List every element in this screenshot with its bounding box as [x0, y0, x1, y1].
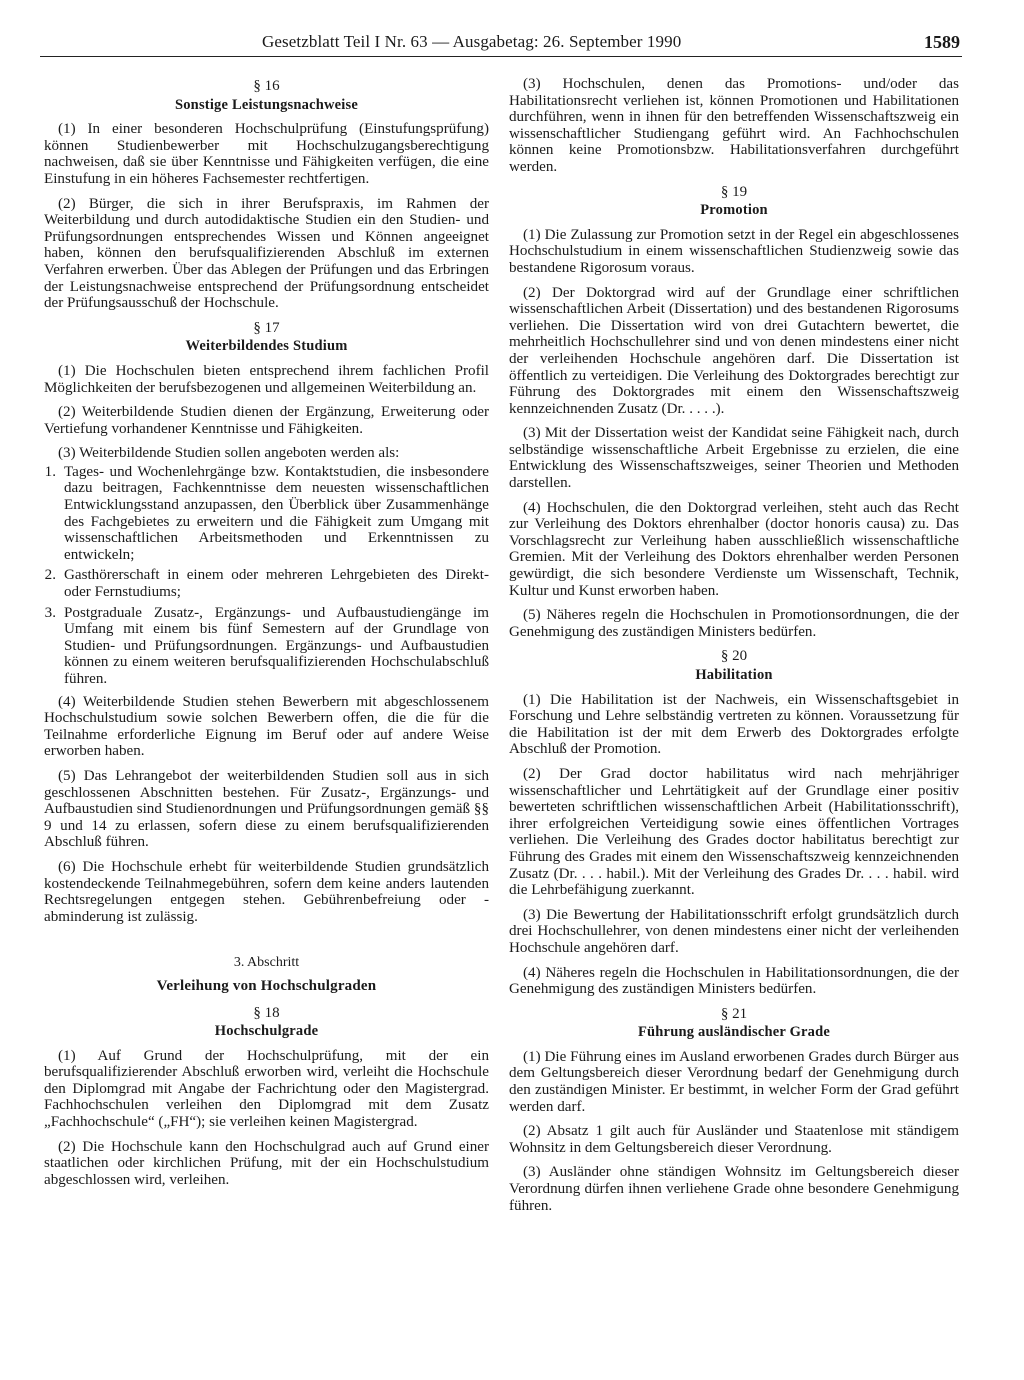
section-18-title: Hochschulgrade [214, 1023, 319, 1040]
section-19-number: § 19 [720, 183, 748, 200]
section-21-paragraph-3: (3) Ausländer ohne ständigen Wohnsitz im Geltungsbereich dieser Verordnung dürfen ihnen verliehene Grade ohne besondere Genehmigung führen. [509, 1164, 959, 1214]
list-item-text: Tages- und Wochenlehrgänge bzw. Kontaktstudien, die insbesondere dazu beitragen, Fachkenntnisse dem neuesten wissenschaftlichen Entwicklungsstand anzupassen, den Überblick über Zusammenhänge des Fachgebietes zu erweitern und die Fähigkeit zum Umgang mit wissenschaftlichen Arbeitsmethoden und Erkenntnissen zu entwickeln; [64, 463, 489, 563]
section-21-number: § 21 [720, 1005, 748, 1022]
section-18-paragraph-1: (1) Auf Grund der Hochschulprüfung, mit der ein berufsqualifizierender Abschluß erworben wird, verleiht die Hochschule den Diplomgrad mit Angabe der Fachrichtung oder den Magistergrad. Fachhochschulen verleihen den Diplomgrad mit dem Zusatz „Fachhochschule“ („FH“); sie verleihen keinen Magistergrad. [44, 1047, 489, 1131]
section-16-paragraph-2: (2) Bürger, die sich in ihrer Berufspraxis, im Rahmen der Weiterbildung und durch autodidaktische Studien ein den Studien- und Prüfungsordnungen entsprechendes Wissen und Können angeeignet haben, können den berufsqualifizierenden Abschluß im externen Verfahren erwerben. Über das Ablegen der Prüfungen und das Erbringen der Leistungsnachweise entsprechend der Prüfungsordnung entscheidet der Prüfungsausschuß der Hochschule. [44, 195, 489, 312]
section-20-number: § 20 [720, 648, 748, 665]
section-16-paragraph-1: (1) In einer besonderen Hochschulprüfung (Einstufungsprüfung) können Studienbewerber mit Hochschulzugangsberechtigung nachweisen, daß sie über Kenntnisse und Fähigkeiten verfügen, die eine Einstufung in ein höheres Fachsemester rechtfertigen. [44, 121, 489, 187]
section-17-paragraph-4: (4) Weiterbildende Studien stehen Bewerbern mit abgeschlossenem Hochschulstudium sowie solchen Bewerbern offen, die die für die Teilnahme erforderliche Eignung im Beruf oder auf andere Weise erworben haben. [44, 693, 489, 760]
section-20-paragraph-2: (2) Der Grad doctor habilitatus wird nach mehrjähriger wissenschaftlicher und Lehrtätigkeit auf der Grundlage einer positiv bewerteten schriftlichen wissenschaftlichen Arbeit (Habilitationsschrift), ihrer erfolgreichen Verteidigung sowie eines öffentlichen Vortrages verliehen. Die Verleihung des Grades doctor habilitatus berechtigt zur Führung des Grades mit einem den Wissenschaftszweig kennzeichnenden Zusatz (Dr. . . . habil.). Mit der Verleihung des Grades Dr. . . . habil. wird die Lehrbefähigung zuerkannt. [509, 765, 959, 899]
section-17-paragraph-2: (2) Weiterbildende Studien dienen der Ergänzung, Erweiterung oder Vertiefung vorhandener Kenntnisse und Fähigkeiten. [44, 404, 489, 437]
section-19-paragraph-4: (4) Hochschulen, die den Doktorgrad verleihen, steht auch das Recht zur Verleihung des Doktors ehrenhalber (doctor honoris causa) zu. Das Vorschlagsrecht zur Verleihung haben ausschließlich wissenschaftliche Gremien. Mit der Verleihung des Doktors ehrenhalber werden Personen gewürdigt, die sich besondere Verdienste um Wissenschaft, Technik, Kultur und Kunst erworben haben. [509, 499, 959, 599]
right-column [509, 76, 959, 1222]
section-19-title: Promotion [700, 202, 768, 219]
section-17-paragraph-1: (1) Die Hochschulen bieten entsprechend ihrem fachlichen Profil Möglichkeiten der berufsbezogenen und allgemeinen Weiterbildung an. [44, 362, 489, 396]
section-17-paragraph-6: (6) Die Hochschule erhebt für weiterbildende Studien grundsätzlich kostendeckende Teilnahmegebühren, sofern dem keine anders lautenden Rechtsregelungen entgegen stehen. Gebührenbefreiung oder -abminderung ist zulässig. [44, 858, 489, 925]
section-16-number: § 16 [253, 78, 280, 94]
header-title: Gesetzblatt Teil I Nr. 63 — Ausgabetag: 26. September 1990 [262, 32, 682, 51]
section-20-paragraph-3: (3) Die Bewertung der Habilitationsschrift erfolgt grundsätzlich durch drei Hochschullehrer, von denen mindestens einer nicht der verleihenden Hochschule angehören darf. [509, 906, 959, 956]
section-20-paragraph-1: (1) Die Habilitation ist der Nachweis, ein Wissenschaftsgebiet in Forschung und Lehre selbständig vertreten zu können. Voraussetzung für die Habilitation ist der mit dem Erwerb des Doktorgrades erfolgte Abschluß der Promotion. [509, 691, 959, 758]
list-item-number: 1. [44, 463, 56, 480]
list-item-text: Postgraduale Zusatz-, Ergänzungs- und Aufbaustudiengänge im Umfang mit einem bis fünf Semestern auf der Grundlage von Studien- und Prüfungsordnungen. Ergänzungs- und Aufbaustudien können zu einem weiteren berufsqualifizierenden Hochschulabschluß führen. [64, 604, 489, 687]
section-17-title: Weiterbildendes Studium [185, 338, 348, 355]
section-19-paragraph-5: (5) Näheres regeln die Hochschulen in Promotionsordnungen, die der Genehmigung des zuständigen Ministers bedürfen. [509, 607, 959, 640]
section-16-title: Sonstige Leistungsnachweise [174, 96, 359, 113]
section-21-paragraph-2: (2) Absatz 1 gilt auch für Ausländer und Staatenlose mit ständigem Wohnsitz in dem Geltungsbereich dieser Verordnung. [509, 1123, 959, 1156]
page-number: 1589 [924, 32, 960, 52]
section-21-paragraph-1: (1) Die Führung eines im Ausland erworbenen Grades durch Bürger aus dem Geltungsbereich dieser Verordnung bedarf der Genehmigung durch den zuständigen Minister. Er bestimmt, in welcher Form der Grad geführt werden darf. [509, 1048, 959, 1115]
left-column [44, 72, 489, 1196]
list-item-number: 2. [44, 567, 56, 584]
list-item [44, 605, 489, 688]
page-header [40, 30, 962, 57]
list-item-number: 3. [44, 604, 56, 621]
section-18-paragraph-3: (3) Hochschulen, denen das Promotions- und/oder das Habilitationsrecht verliehen ist, können Promotionen und Habilitationen durchführen, wenn in ihnen für den betreffenden Wissenschaftszweig ein wissenschaftlicher Studiengang geführt wird. An Fachhochschulen können keine Promotionsbzw. Habilitationsverfahren durchgeführt werden. [509, 76, 959, 175]
chapter-number: 3. Abschritt [233, 955, 300, 971]
section-21-title: Führung ausländischer Grade [637, 1024, 831, 1041]
section-17-paragraph-3: (3) Weiterbildende Studien sollen angeboten werden als: [58, 445, 400, 462]
section-17-paragraph-5: (5) Das Lehrangebot der weiterbildenden Studien soll aus in sich geschlossenen Abschnitten bestehen. Für Zusatz-, Ergänzungs- und Aufbaustudien sind Studienordnungen und Prüfungsordnungen gemäß §§ 9 und 14 zu erlassen, sofern diese zu einem berufsqualifizierenden Abschluß führen. [44, 767, 489, 851]
list-item [44, 567, 489, 600]
list-item-text: Gasthörerschaft in einem oder mehreren Lehrgebieten des Direkt- oder Fernstudiums; [64, 567, 489, 601]
section-19-paragraph-1: (1) Die Zulassung zur Promotion setzt in der Regel ein abgeschlossenes Hochschulstudium in einem wissenschaftlichen Studienzweig sowie das bestandene Rigorosum voraus. [509, 226, 959, 276]
section-19-paragraph-2: (2) Der Doktorgrad wird auf der Grundlage einer schriftlichen wissenschaftlichen Arbeit (Dissertation) und des bestandenen Rigorosums verliehen. Die Dissertation wird von drei Gutachtern bewertet, die mehrheitlich Hochschullehrer sind und von denen mindestens einer nicht der verleihenden Hochschule angehören darf. Die Dissertation ist öffentlich zu verteidigen. Die Verleihung des Doktorgrades berechtigt zur Führung des Doktorgrades mit einem den Wissenschaftszweig kennzeichnenden Zusatz (Dr. . . . .). [509, 284, 959, 417]
list-item [44, 464, 489, 564]
chapter-title: Verleihung von Hochschulgraden [156, 977, 377, 994]
section-17-number: § 17 [253, 319, 280, 336]
section-20-title: Habilitation [695, 667, 773, 683]
section-18-number: § 18 [253, 1004, 280, 1021]
section-20-paragraph-4: (4) Näheres regeln die Hochschulen in Habilitationsordnungen, die der Genehmigung des zuständigen Ministers bedürfen. [509, 964, 959, 998]
section-17-list [44, 464, 489, 688]
section-18-paragraph-2: (2) Die Hochschule kann den Hochschulgrad auch auf Grund einer staatlichen oder kirchlichen Prüfung, mit der ein Hochschulstudium abgeschlossen wird, verleihen. [44, 1138, 489, 1188]
section-19-paragraph-3: (3) Mit der Dissertation weist der Kandidat seine Fähigkeit nach, durch selbständige wissenschaftliche Arbeit Ergebnisse zu erzielen, die eine Entwicklung des Wissenschaftszweiges, seiner Theorien und Methoden darstellen. [509, 425, 959, 492]
